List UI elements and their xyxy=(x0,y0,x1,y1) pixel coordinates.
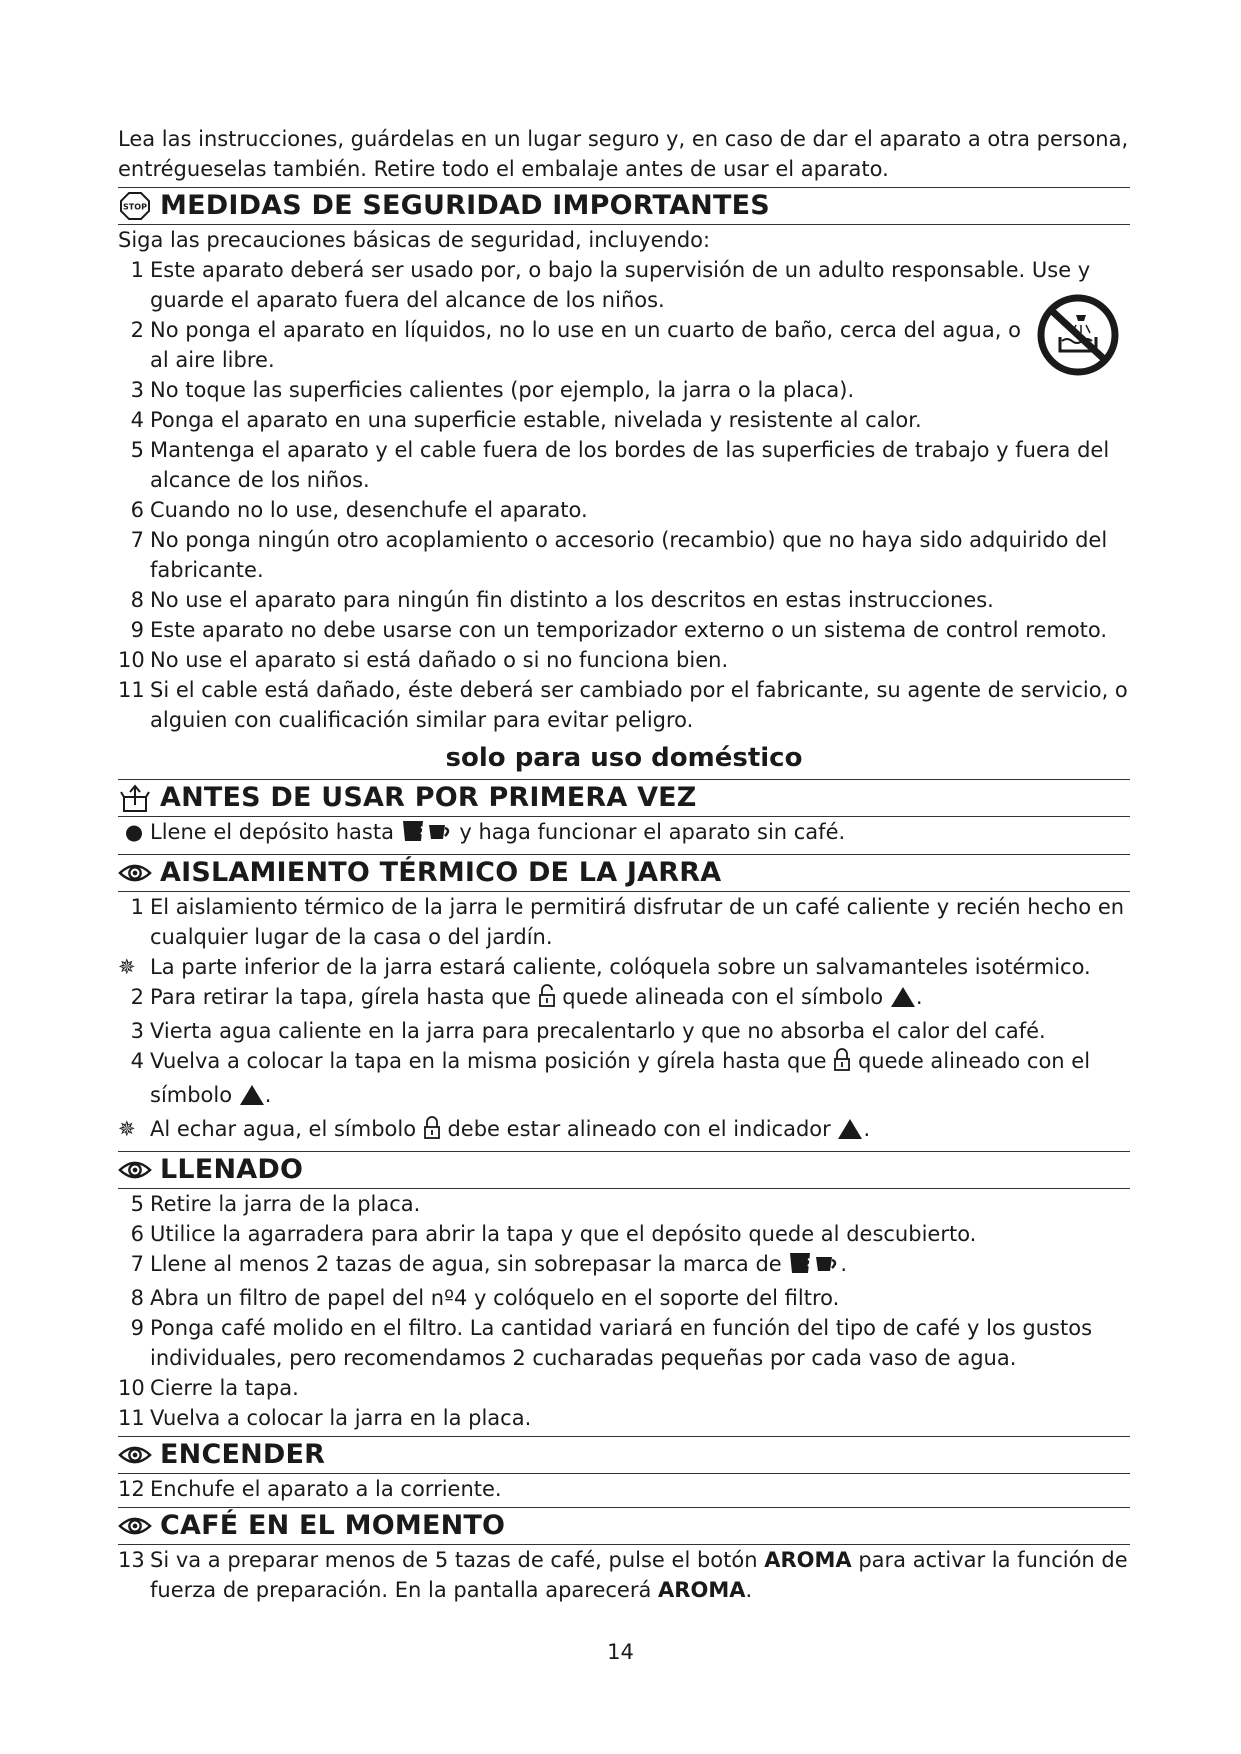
unpack-box-icon xyxy=(118,783,152,813)
max-cups-mark-icon xyxy=(401,819,453,851)
section-insulation-title: AISLAMIENTO TÉRMICO DE LA JARRA xyxy=(160,857,722,888)
eye-icon xyxy=(118,858,152,888)
section-filling-title: LLENADO xyxy=(160,1154,304,1185)
list-item: ✵ La parte inferior de la jarra estará caliente, colóquela sobre un salvamanteles isotérmico. xyxy=(118,952,1130,982)
triangle-indicator-icon xyxy=(890,986,916,1016)
warning-star-icon: ✵ xyxy=(118,955,136,979)
eye-icon xyxy=(118,1155,152,1185)
list-item: 10 No use el aparato si está dañado o si no funciona bien. xyxy=(118,648,729,672)
intro-paragraph: Lea las instrucciones, guárdelas en un lugar seguro y, en caso de dar el aparato a otra persona, entrégueselas también. Retire todo el embalaje antes de usar el aparato. xyxy=(118,127,1129,181)
list-item: 9 Este aparato no debe usarse con un temporizador externo o un sistema de control remoto. xyxy=(130,618,1108,642)
triangle-indicator-icon xyxy=(837,1118,863,1148)
list-item: 13 Si va a preparar menos de 5 tazas de café, pulse el botón AROMA para activar la función de fuerza de preparación. En la pantalla aparecerá AROMA. xyxy=(118,1548,1128,1602)
list-item: ✵ Al echar agua, el símbolo debe estar alineado con el indicador . xyxy=(118,1114,1130,1148)
section-safety-title: MEDIDAS DE SEGURIDAD IMPORTANTES xyxy=(160,190,770,221)
list-item: 2 Para retirar la tapa, gírela hasta que quede alineada con el símbolo . xyxy=(118,982,1130,1016)
list-item: 3 Vierta agua caliente en la jarra para precalentarlo y que no absorba el calor del café. xyxy=(130,1019,1046,1043)
list-item: 5 Retire la jarra de la placa. xyxy=(130,1192,421,1216)
unlocked-padlock-icon xyxy=(538,984,556,1016)
max-cups-mark-icon xyxy=(788,1251,840,1283)
section-switch-on-header xyxy=(118,1436,1130,1474)
page-content xyxy=(118,124,1130,1605)
list-item: 7 Llene al menos 2 tazas de agua, sin sobrepasar la marca de . xyxy=(118,1249,1130,1283)
section-safety-header xyxy=(118,187,1130,225)
list-item: 11 Si el cable está dañado, éste deberá ser cambiado por el fabricante, su agente de servicio, o alguien con cualificación similar para evitar peligro. xyxy=(118,678,1128,732)
stop-icon xyxy=(118,191,152,221)
list-item: 1 Este aparato deberá ser usado por, o bajo la supervisión de un adulto responsable. Use y guarde el aparato fuera del alcance de los niños. xyxy=(130,258,1091,312)
list-item: 8 Abra un filtro de papel del nº4 y colóquelo en el soporte del filtro. xyxy=(130,1286,840,1310)
warning-star-icon: ✵ xyxy=(118,1117,136,1141)
list-item: 9 Ponga café molido en el filtro. La cantidad variará en función del tipo de café y los gustos individuales, pero recomendamos 2 cucharadas pequeñas por cada vaso de agua. xyxy=(130,1316,1093,1370)
list-item: 5 Mantenga el aparato y el cable fuera de los bordes de las superficies de trabajo y fuera del alcance de los niños. xyxy=(130,438,1110,492)
list-item: 7 No ponga ningún otro acoplamiento o accesorio (recambio) que no haya sido adquirido del fabricante. xyxy=(130,528,1108,582)
section-instant-title: CAFÉ EN EL MOMENTO xyxy=(160,1510,506,1541)
page-number: 14 xyxy=(607,1640,634,1664)
safety-list xyxy=(118,255,1130,735)
eye-icon xyxy=(118,1440,152,1470)
list-item: 11 Vuelva a colocar la jarra en la placa. xyxy=(118,1406,532,1430)
list-item: 4 Vuelva a colocar la tapa en la misma posición y gírela hasta que quede alineado con el símbolo . xyxy=(118,1046,1130,1114)
list-item: 4 Ponga el aparato en una superficie estable, nivelada y resistente al calor. xyxy=(130,408,922,432)
svg-text:STOP: STOP xyxy=(123,202,147,212)
section-switch-on-title: ENCENDER xyxy=(160,1439,326,1470)
list-item: 6 Utilice la agarradera para abrir la tapa y que el depósito quede al descubierto. xyxy=(130,1222,977,1246)
list-item: 2 No ponga el aparato en líquidos, no lo use en un cuarto de baño, cerca del agua, o al aire libre. xyxy=(130,318,1021,372)
section-first-use-title: ANTES DE USAR POR PRIMERA VEZ xyxy=(160,782,697,813)
section-filling-header xyxy=(118,1151,1130,1189)
section-first-use-header xyxy=(118,779,1130,817)
section-instant-header xyxy=(118,1507,1130,1545)
section-insulation-header xyxy=(118,854,1130,892)
no-bath-water-icon xyxy=(1036,293,1120,385)
safety-lead: Siga las precauciones básicas de seguridad, incluyendo: xyxy=(118,228,711,252)
list-item: 1 El aislamiento térmico de la jarra le permitirá disfrutar de un café caliente y recién hecho en cualquier lugar de la casa o del jardín. xyxy=(130,895,1125,949)
triangle-indicator-icon xyxy=(239,1084,265,1114)
list-item: 6 Cuando no lo use, desenchufe el aparato. xyxy=(130,498,588,522)
locked-padlock-icon xyxy=(833,1048,851,1080)
list-item: 10 Cierre la tapa. xyxy=(118,1376,299,1400)
list-item: 3 No toque las superficies calientes (por ejemplo, la jarra o la placa). xyxy=(130,378,855,402)
locked-padlock-icon xyxy=(423,1116,441,1148)
bullet-icon: ● xyxy=(124,820,144,844)
list-item: ● Llene el depósito hasta y haga funcionar el aparato sin café. xyxy=(118,817,1130,851)
eye-icon xyxy=(118,1511,152,1541)
list-item: 8 No use el aparato para ningún fin distinto a los descritos en estas instrucciones. xyxy=(130,588,994,612)
domestic-use-note: solo para uso doméstico xyxy=(445,743,803,773)
list-item: 12 Enchufe el aparato a la corriente. xyxy=(118,1477,502,1501)
